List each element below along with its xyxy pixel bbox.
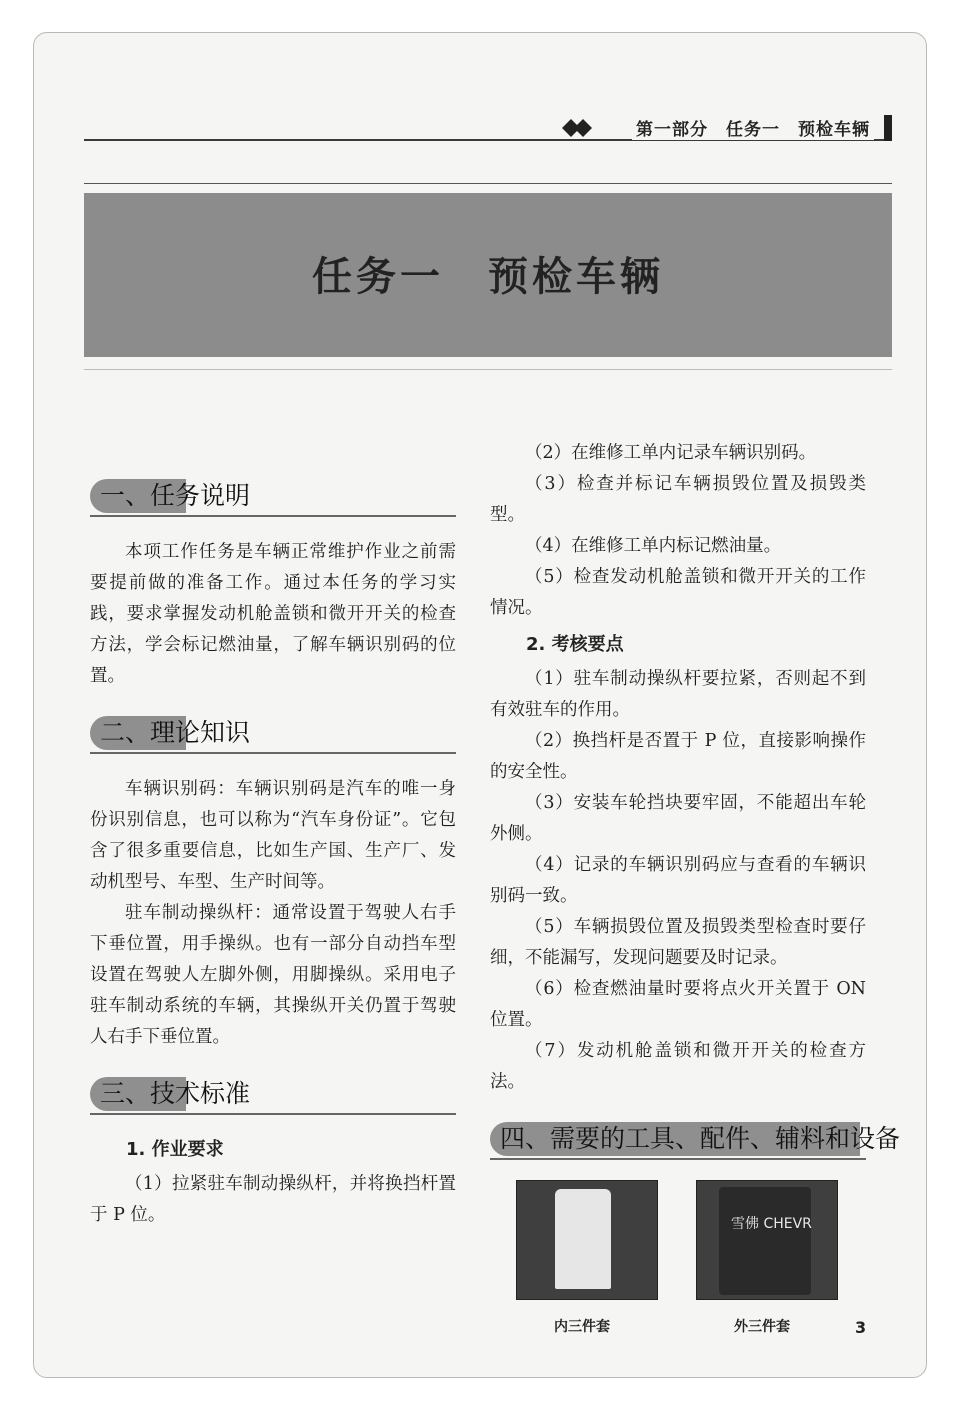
double-diamond-icon bbox=[562, 119, 592, 137]
left-column bbox=[90, 473, 456, 1231]
section-heading-4 bbox=[490, 1116, 901, 1162]
requirement-item: （2）在维修工单内记录车辆识别码。 bbox=[525, 443, 817, 463]
requirement-item: （4）在维修工单内标记燃油量。 bbox=[525, 536, 782, 556]
tools-photos bbox=[490, 1180, 866, 1350]
banner-top-rule bbox=[84, 183, 892, 184]
right-column bbox=[490, 438, 901, 1350]
task-description: 本项工作任务是车辆正常维护作业之前需要提前做的准备工作。通过本任务的学习实践，要求掌握发动机舱盖锁和微开开关的检查方法，学会标记燃油量，了解车辆识别码的位置。 bbox=[90, 542, 456, 686]
running-header-text: 第一部分 任务一 预检车辆 bbox=[632, 115, 874, 140]
banner-bottom-rule bbox=[84, 369, 892, 370]
requirement-item: （5）检查发动机舱盖锁和微开开关的工作情况。 bbox=[490, 567, 866, 618]
photo-caption-outer: 外三件套 bbox=[734, 1319, 790, 1335]
section-2-title: 二、理论知识 bbox=[100, 718, 251, 747]
section-4-title: 四、需要的工具、配件、辅料和设备 bbox=[500, 1124, 901, 1153]
inner-three-piece-photo bbox=[516, 1180, 658, 1300]
running-header bbox=[84, 115, 892, 141]
assessment-point: （1）驻车制动操纵杆要拉紧，否则起不到有效驻车的作用。 bbox=[490, 669, 866, 720]
chapter-banner bbox=[84, 193, 892, 357]
page-number: 3 bbox=[855, 1318, 867, 1337]
outer-three-piece-photo bbox=[696, 1180, 838, 1300]
assessment-point: （4）记录的车辆识别码应与查看的车辆识别码一致。 bbox=[490, 855, 866, 906]
requirement-item: （1）拉紧驻车制动操纵杆，并将换挡杆置于 P 位。 bbox=[90, 1174, 456, 1225]
section-3-title: 三、技术标准 bbox=[100, 1079, 251, 1108]
spacer bbox=[90, 692, 456, 710]
vin-paragraph: 车辆识别码：车辆识别码是汽车的唯一身份识别信息，也可以称为“汽车身份证”。它包含了很多重要信息，比如生产国、生产厂、发动机型号、车型、生产时间等。 bbox=[90, 779, 456, 892]
section-heading-3 bbox=[90, 1071, 456, 1117]
heading-underline bbox=[490, 1158, 866, 1160]
spacer bbox=[490, 1098, 866, 1116]
spacer bbox=[90, 1053, 456, 1071]
banner-title: 任务一 预检车辆 bbox=[312, 254, 664, 300]
sub-heading-requirements: 1. 作业要求 bbox=[126, 1139, 224, 1160]
fender-cover-image bbox=[719, 1187, 811, 1295]
photo-caption-inner: 内三件套 bbox=[554, 1319, 610, 1335]
assessment-point: （5）车辆损毁位置及损毁类型检查时要仔细，不能漏写，发现问题要及时记录。 bbox=[490, 917, 866, 968]
heading-underline bbox=[90, 752, 456, 754]
assessment-point: （6）检查燃油量时要将点火开关置于 ON 位置。 bbox=[490, 979, 866, 1030]
assessment-point: （3）安装车轮挡块要牢固，不能超出车轮外侧。 bbox=[490, 793, 866, 844]
document-page bbox=[33, 32, 927, 1378]
assessment-point: （7）发动机舱盖锁和微开开关的检查方法。 bbox=[490, 1041, 866, 1092]
section-heading-1 bbox=[90, 473, 456, 519]
parking-brake-paragraph: 驻车制动操纵杆：通常设置于驾驶人右手下垂位置，用手操纵。也有一部分自动挡车型设置在驾驶人左脚外侧，用脚操纵。采用电子驻车制动系统的车辆，其操纵开关仍置于驾驶人右手下垂位置。 bbox=[90, 903, 456, 1047]
header-end-bar bbox=[884, 115, 892, 141]
requirement-item: （3）检查并标记车辆损毁位置及损毁类型。 bbox=[490, 474, 866, 525]
chevrolet-logo-text: 雪佛 CHEVR bbox=[731, 1216, 812, 1232]
section-heading-2 bbox=[90, 710, 456, 756]
assessment-point: （2）换挡杆是否置于 P 位，直接影响操作的安全性。 bbox=[490, 731, 866, 782]
heading-underline bbox=[90, 515, 456, 517]
seat-cover-image bbox=[555, 1189, 611, 1289]
section-1-title: 一、任务说明 bbox=[100, 481, 251, 510]
sub-heading-assessment: 2. 考核要点 bbox=[526, 634, 624, 655]
heading-underline bbox=[90, 1113, 456, 1115]
